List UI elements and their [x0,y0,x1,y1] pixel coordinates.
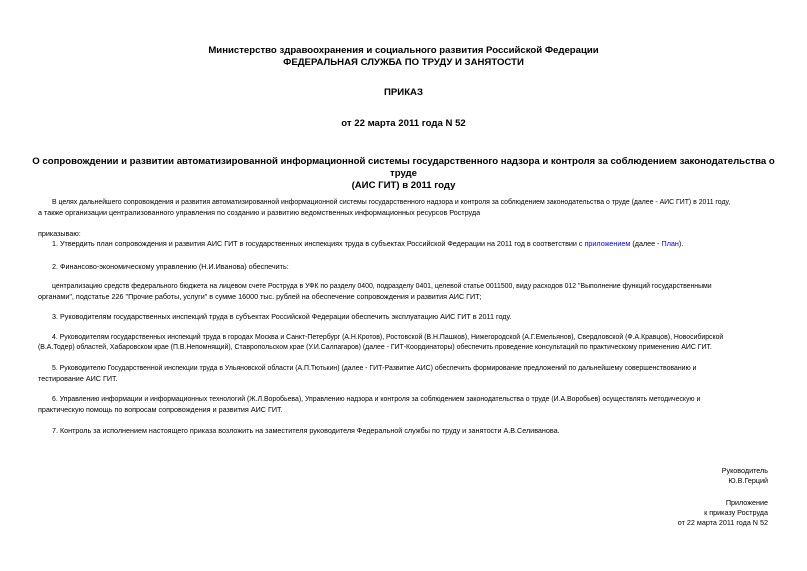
p1-text-mid: (далее - [630,239,662,248]
header-block [0,45,807,69]
paragraph-2: 2. Финансово-экономическому управлению (Н.И.Иванова) обеспечить: [52,262,289,271]
appendix-label: Приложение [725,498,768,507]
doc-type: ПРИКАЗ [384,87,423,98]
intro-line-2: а также организации централизованного управления по созданию и развитию ведомственных информационных ресурсов Роструда [38,208,481,217]
p1-text-pre: 1. Утвердить план сопровождения и развития АИС ГИТ в государственных инспекциях труда в субъектах Российской Федерации на 2011 год в соответствии с [52,239,585,248]
p6-line-1: 6. Управлению информации и информационных технологий (Ж.Л.Воробьева), Управлению надзора и контроля за соблюдением законодательства о труде (И.А.Воробьев) осуществлять методическую и [52,396,701,403]
intro-line-1: В целях дальнейшего сопровождения и развития автоматизированной информационной системы государственного надзора и контроля за соблюдением законодательства о труде (далее - АИС ГИТ) в 2011 году, [52,199,731,206]
p5-line-1: 5. Руководителю Государственной инспекции труда в Ульяновской области (А.П.Тютькин) (далее - ГИТ-Развитие АИС) обеспечить формирование предложений по дальнейшему совершенствованию и [52,365,697,372]
signature-block [600,466,768,486]
doc-date: от 22 марта 2011 года N 52 [341,118,466,129]
p4-line-1: 4. Руководителям государственных инспекций труда в городах Москва и Санкт-Петербург (А.Н.Кротов), Ростовской (В.Н.Пашков), Нижегородской (А.Г.Емельянов), Свердловской (Ф.А.Кравцов), Новосибирской [52,334,724,341]
appendix-date: от 22 марта 2011 года N 52 [677,518,768,527]
doc-subject [0,156,807,192]
plan-link[interactable]: План [661,239,679,248]
p4-line-2: (В.А.Тодер) областей, Хабаровском крае (П.В.Непомнящий), Ставропольском крае (У.И.Салпагаров) (далее - ГИТ-Координаторы) обеспечить проведение консультаций по практическому применению АИС ГИТ. [38,344,712,351]
ministry-name: Министерство здравоохранения и социального развития Российской Федерации [208,45,599,56]
p6-line-2: практическую помощь по вопросам сопровождения и развития АИС ГИТ. [38,405,283,414]
paragraph-7: 7. Контроль за исполнением настоящего приказа возложить на заместителя руководителя Федеральной службы по труду и занятости А.В.Селиванова. [52,426,560,435]
signature-name: Ю.В.Герций [728,476,768,485]
appendix-link[interactable]: приложением [584,239,631,248]
paragraph-1 [52,239,782,249]
p2-detail-line-1: централизацию средств федерального бюджета на лицевом счете Роструда в УФК по разделу 0400, подразделу 0401, целевой статье 0011500, виду расходов 012 "Выполнение функций государственными [52,283,712,290]
subject-line-1: О сопровождении и развитии автоматизированной информационной системы государственного надзора и контроля за соблюдением законодательства о труде [32,156,775,179]
subject-line-2: (АИС ГИТ) в 2011 году [351,180,456,191]
appendix-block [600,498,768,528]
paragraph-3: 3. Руководителям государственных инспекций труда в субъектах Российской Федерации обеспечить эксплуатацию АИС ГИТ в 2011 году. [52,312,512,321]
p1-text-post: ). [678,239,684,248]
order-word: приказываю: [38,229,81,238]
service-name: ФЕДЕРАЛЬНАЯ СЛУЖБА ПО ТРУДУ И ЗАНЯТОСТИ [283,57,524,68]
appendix-to: к приказу Роструда [704,508,768,517]
p5-line-2: тестирование АИС ГИТ. [38,374,118,383]
signature-position: Руководитель [721,466,768,475]
p2-detail-line-2: органами", подстатье 226 "Прочие работы, услуги" в сумме 16000 тыс. рублей на обеспечение сопровождения и развития АИС ГИТ; [38,292,482,301]
